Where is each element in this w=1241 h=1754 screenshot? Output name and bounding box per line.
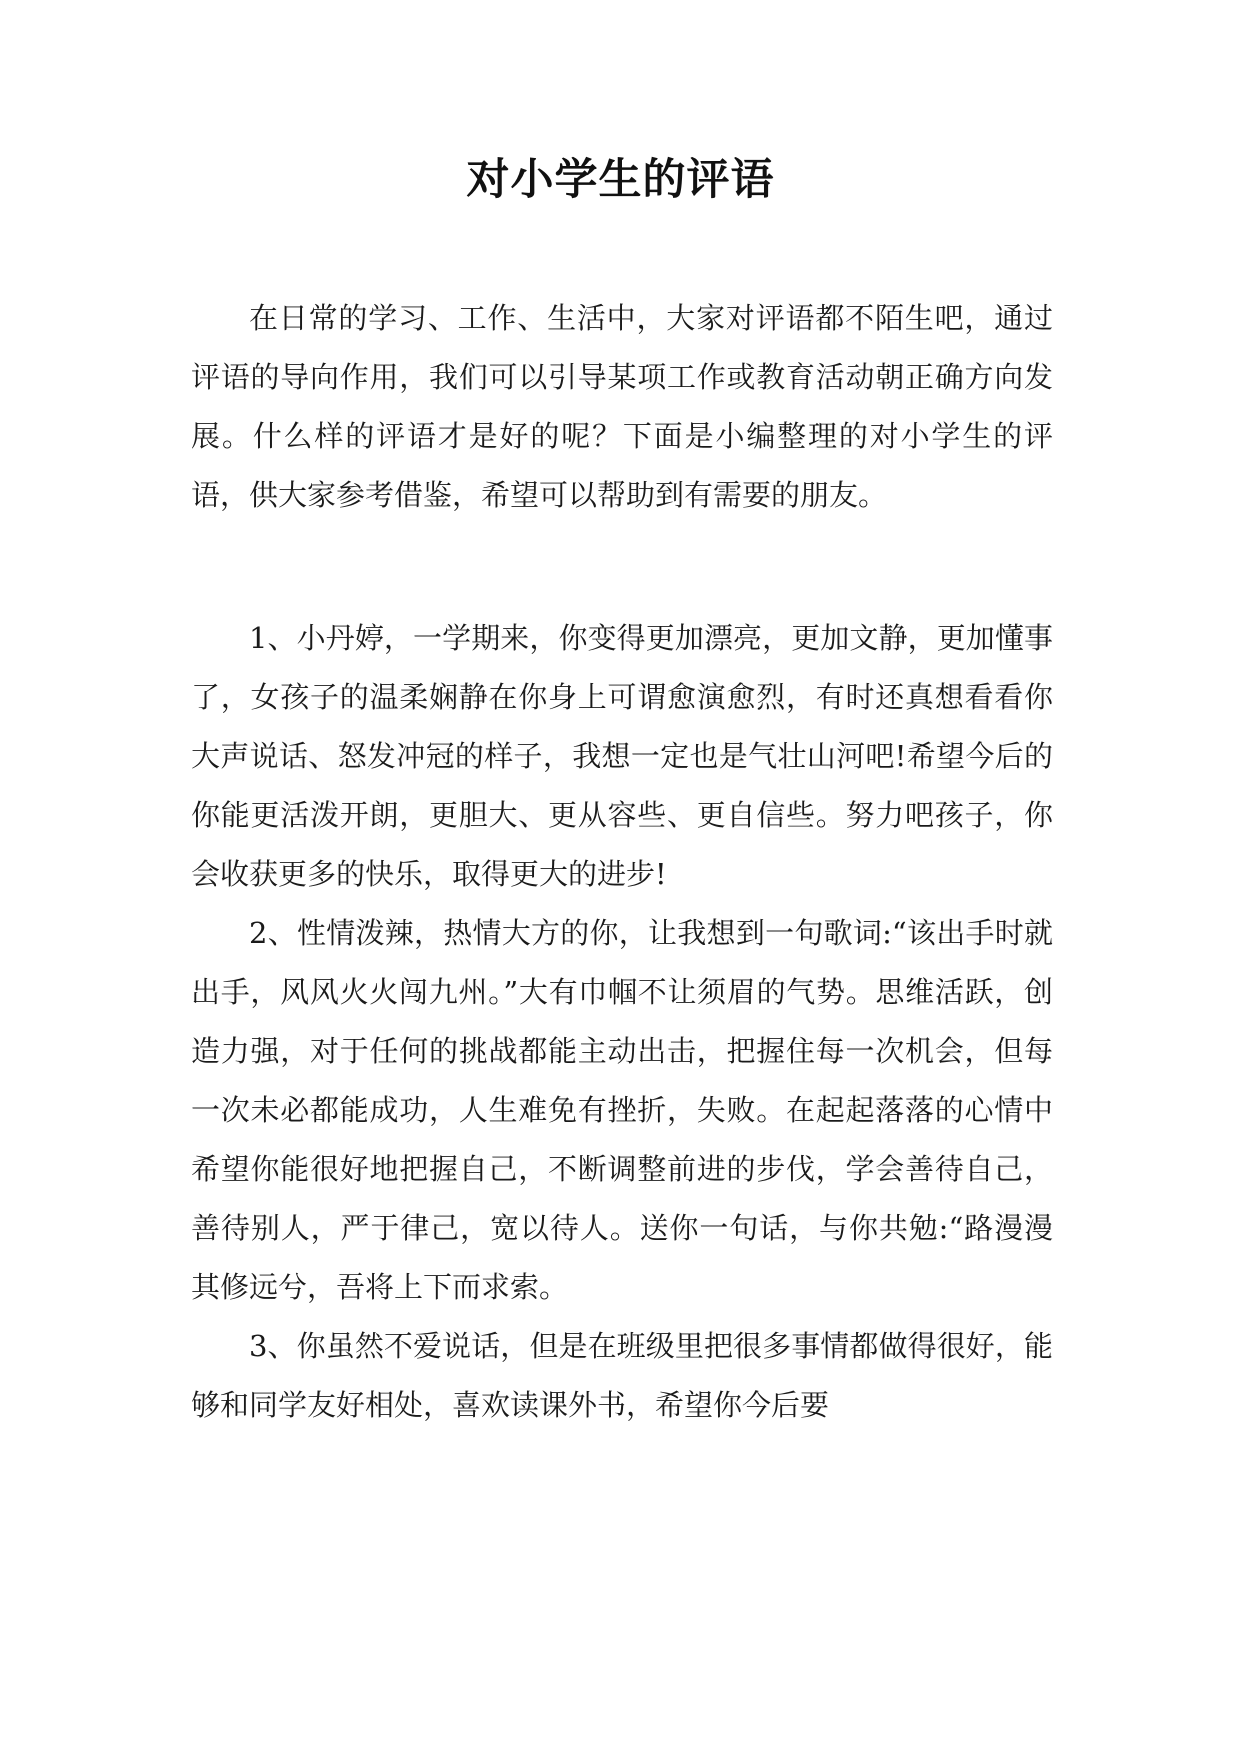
comment-paragraph-2: 2、性情泼辣，热情大方的你，让我想到一句歌词:“该出手时就出手，风风火火闯九州。”大有巾帼不让须眉的气势。思维活跃，创造力强，对于任何的挑战都能主动出击，把握住每一次机会，但每一次未必都能成功，人生难免有挫折，失败。在起起落落的心情中希望你能很好地把握自己，不断调整前进的步伐，学会善待自己，善待别人，严于律己，宽以待人。送你一句话，与你共勉:“路漫漫其修远兮，吾将上下而求索。 xyxy=(191,916,1053,1304)
comment-paragraph-3: 3、你虽然不爱说话，但是在班级里把很多事情都做得很好，能够和同学友好相处，喜欢读课外书，希望你今后要 xyxy=(191,1329,1053,1422)
intro-paragraph: 在日常的学习、工作、生活中，大家对评语都不陌生吧，通过评语的导向作用，我们可以引导某项工作或教育活动朝正确方向发展。什么样的评语才是好的呢？下面是小编整理的对小学生的评语，供大家参考借鉴，希望可以帮助到有需要的朋友。 xyxy=(191,301,1053,512)
document-body xyxy=(191,289,1053,1435)
document-title: 对小学生的评语 xyxy=(466,155,775,205)
comment-paragraph-1: 1、小丹婷，一学期来，你变得更加漂亮，更加文静，更加懂事了，女孩子的温柔娴静在你身上可谓愈演愈烈，有时还真想看看你大声说话、怒发冲冠的样子，我想一定也是气壮山河吧!希望今后的你能更活泼开朗，更胆大、更从容些、更自信些。努力吧孩子，你会收获更多的快乐，取得更大的进步! xyxy=(191,621,1053,891)
